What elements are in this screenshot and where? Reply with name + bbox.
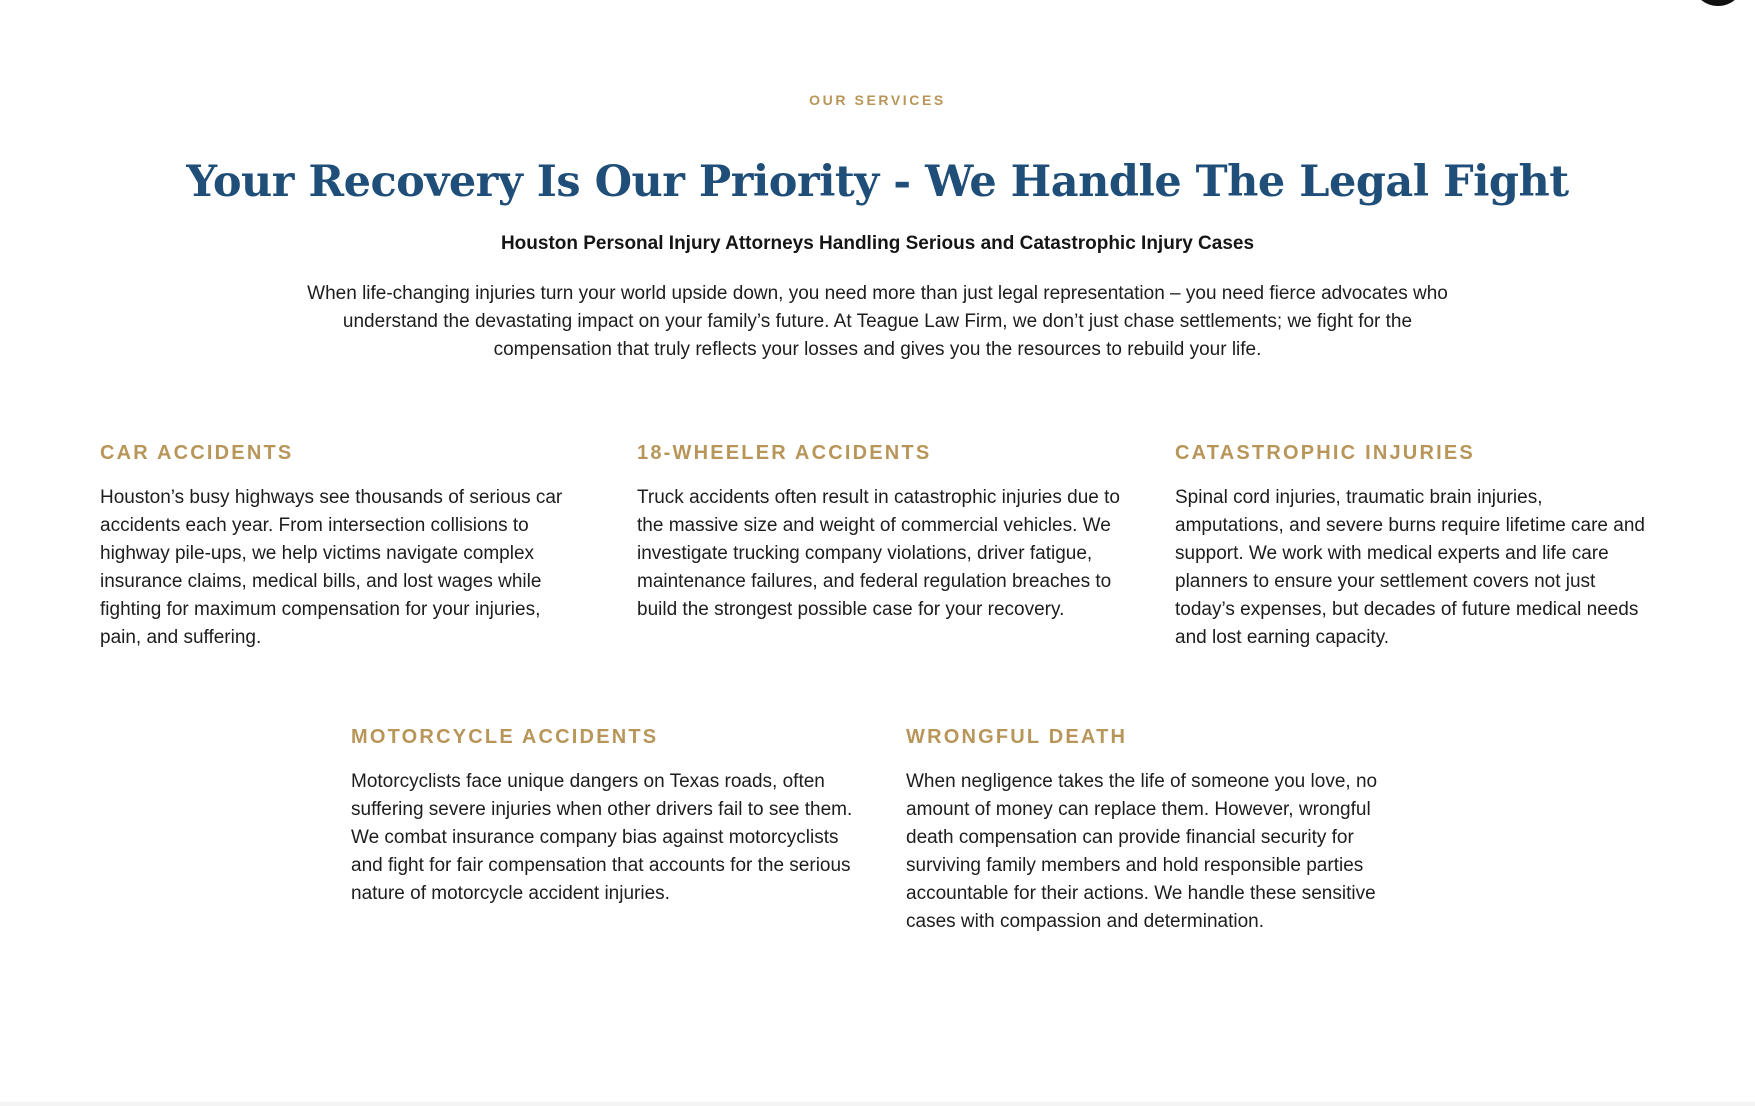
service-description: Houston’s busy highways see thousands of serious car accidents each year. From intersection collisions to highway pile-ups, we help victims navigate complex insurance claims, medical bills, and lost wages while fighting for maximum compensation for your injuries, pain, and suffering. [100,487,563,648]
section-subhead: Houston Personal Injury Attorneys Handling Serious and Catastrophic Injury Cases [500,233,1255,254]
service-catastrophic-injuries [1175,440,1645,652]
service-motorcycle-accidents [351,724,856,908]
service-description: Motorcyclists face unique dangers on Texas roads, often suffering severe injuries when other drivers fail to see them. We combat insurance company bias against motorcyclists and fight for fair compensation that accounts for the serious nature of motorcycle accident injuries. [351,771,853,904]
service-title: MOTORCYCLE ACCIDENTS [351,726,659,748]
section-intro: When life-changing injuries turn your world upside down, you need more than just legal representation – you need fierce advocates who understand the devastating impact on your family’s future. At Teague Law Firm, we don’t just chase settlements; we fight for the compensation that truly reflects your losses and gives you the resources to rebuild your life. [307,283,1448,360]
service-description: Truck accidents often result in catastrophic injuries due to the massive size and weight of commercial vehicles. We investigate trucking company violations, driver fatigue, maintenance failures, and federal regulation breaches to build the strongest possible case for your recovery. [637,487,1120,620]
service-title: WRONGFUL DEATH [906,726,1128,748]
service-description: When negligence takes the life of someone you love, no amount of money can replace them. However, wrongful death compensation can provide financial security for surviving family members and hold responsible parties accountable for their actions. We handle these sensitive cases with compassion and determination. [906,771,1378,932]
service-18-wheeler-accidents [637,440,1127,624]
service-description: Spinal cord injuries, traumatic brain injuries, amputations, and severe burns require lifetime care and support. We work with medical experts and life care planners to ensure your settlement covers not just today’s expenses, but decades of future medical needs and lost earning capacity. [1175,487,1645,648]
floating-widget-button[interactable] [1693,0,1743,6]
page-bottom-divider [0,1102,1755,1106]
section-headline: Your Recovery Is Our Priority - We Handle The Legal Fight [186,157,1569,207]
service-title: CAR ACCIDENTS [100,442,294,464]
service-title: CATASTROPHIC INJURIES [1175,442,1475,464]
service-car-accidents [100,440,580,652]
service-wrongful-death [906,724,1411,936]
service-title: 18-WHEELER ACCIDENTS [637,442,932,464]
section-eyebrow: OUR SERVICES [809,92,946,108]
